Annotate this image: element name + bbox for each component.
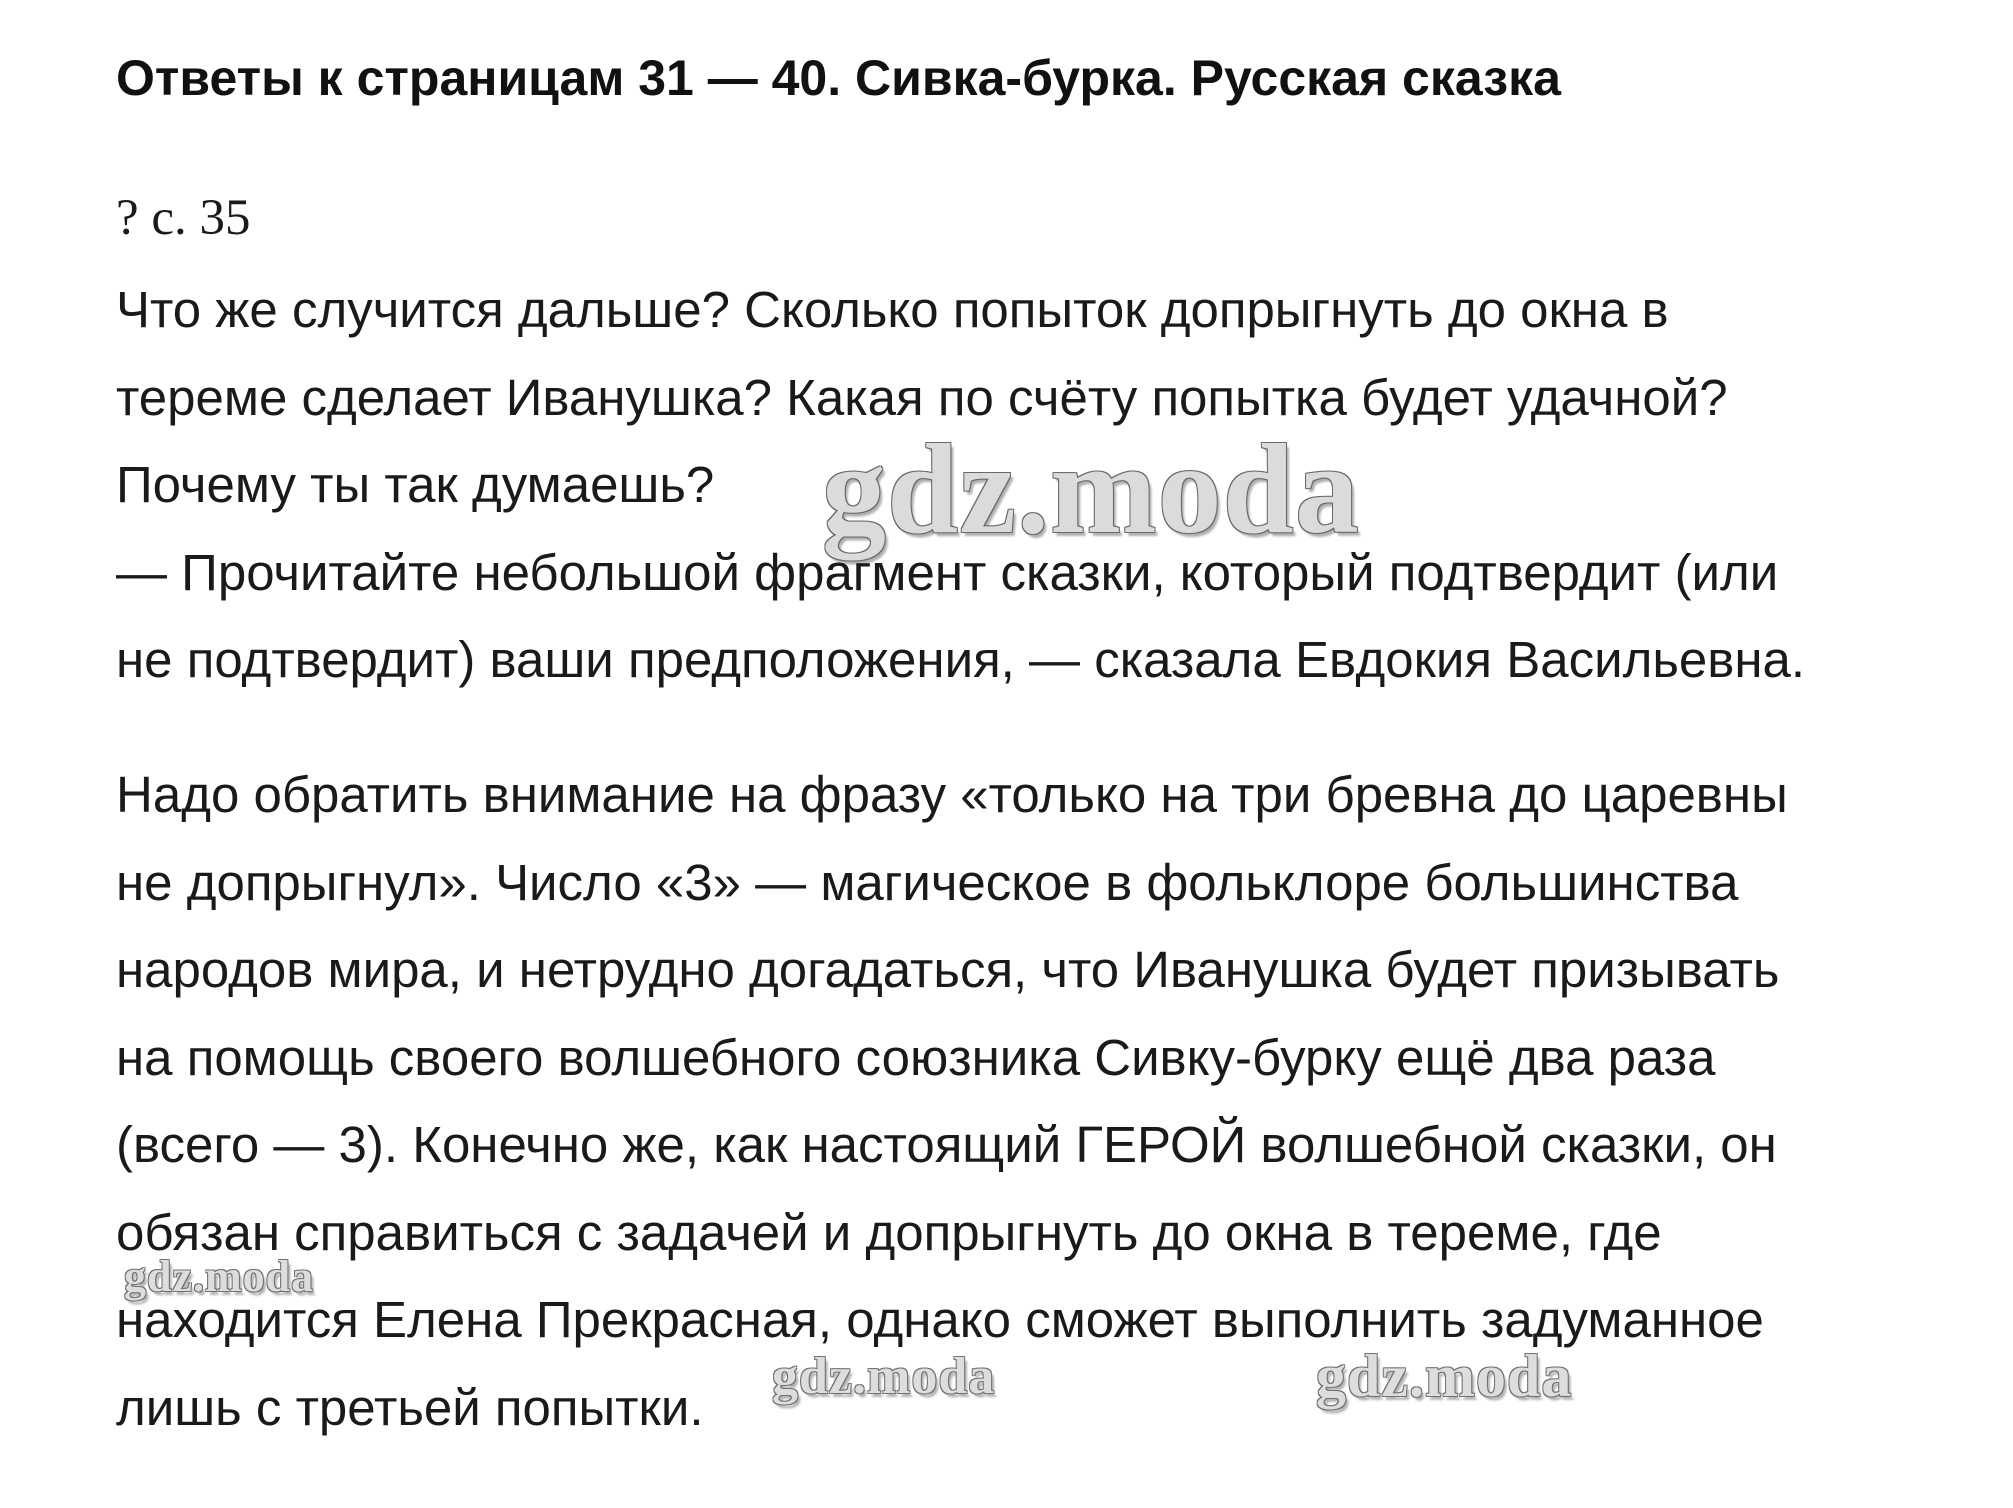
answer-line: обязан справиться с задачей и допрыгнуть до окна в тереме, где [116, 1203, 1662, 1261]
answer-line: на помощь своего волшебного союзника Сивку-бурку ещё два раза [116, 1028, 1716, 1086]
answer-line: находится Елена Прекрасная, однако сможет выполнить задуманное [116, 1291, 1764, 1348]
answer-line: народов мира, и нетрудно догадаться, что Иванушка будет призывать [116, 941, 1780, 998]
answer-line: Надо обратить внимание на фразу «только на три бревна до царевны [116, 766, 1788, 823]
answer-paragraph [116, 751, 1976, 1451]
page-title: Ответы к страницам 31 — 40. Сивка-бурка. Русская сказка [116, 50, 1561, 106]
question-line: Почему ты так думаешь? [116, 456, 715, 513]
question-paragraph [116, 266, 1976, 704]
question-line: — Прочитайте небольшой фрагмент сказки, который подтвердит (или [116, 543, 1779, 601]
watermark-logo-small: gdz.moda [124, 1252, 315, 1301]
question-line: не подтвердит) ваши предположения, — сказала Евдокия Васильевна. [116, 631, 1806, 688]
answer-line: лишь с третьей попытки. [116, 1378, 704, 1436]
watermark-logo-small: gdz.moda [772, 1348, 996, 1405]
answer-line: не допрыгнул». Число «3» — магическое в фольклоре большинства [116, 853, 1739, 911]
watermark-logo-small: gdz.moda [1316, 1343, 1573, 1409]
question-line: тереме сделает Иванушка? Какая по счёту попытка будет удачной? [116, 368, 1728, 426]
page-reference: ? с. 35 [116, 190, 251, 246]
answer-line: (всего — 3). Конечно же, как настоящий ГЕРОЙ волшебной сказки, он [116, 1116, 1777, 1173]
question-line: Что же случится дальше? Сколько попыток допрыгнуть до окна в [116, 281, 1669, 338]
watermark-logo: gdz.moda [822, 418, 1360, 560]
